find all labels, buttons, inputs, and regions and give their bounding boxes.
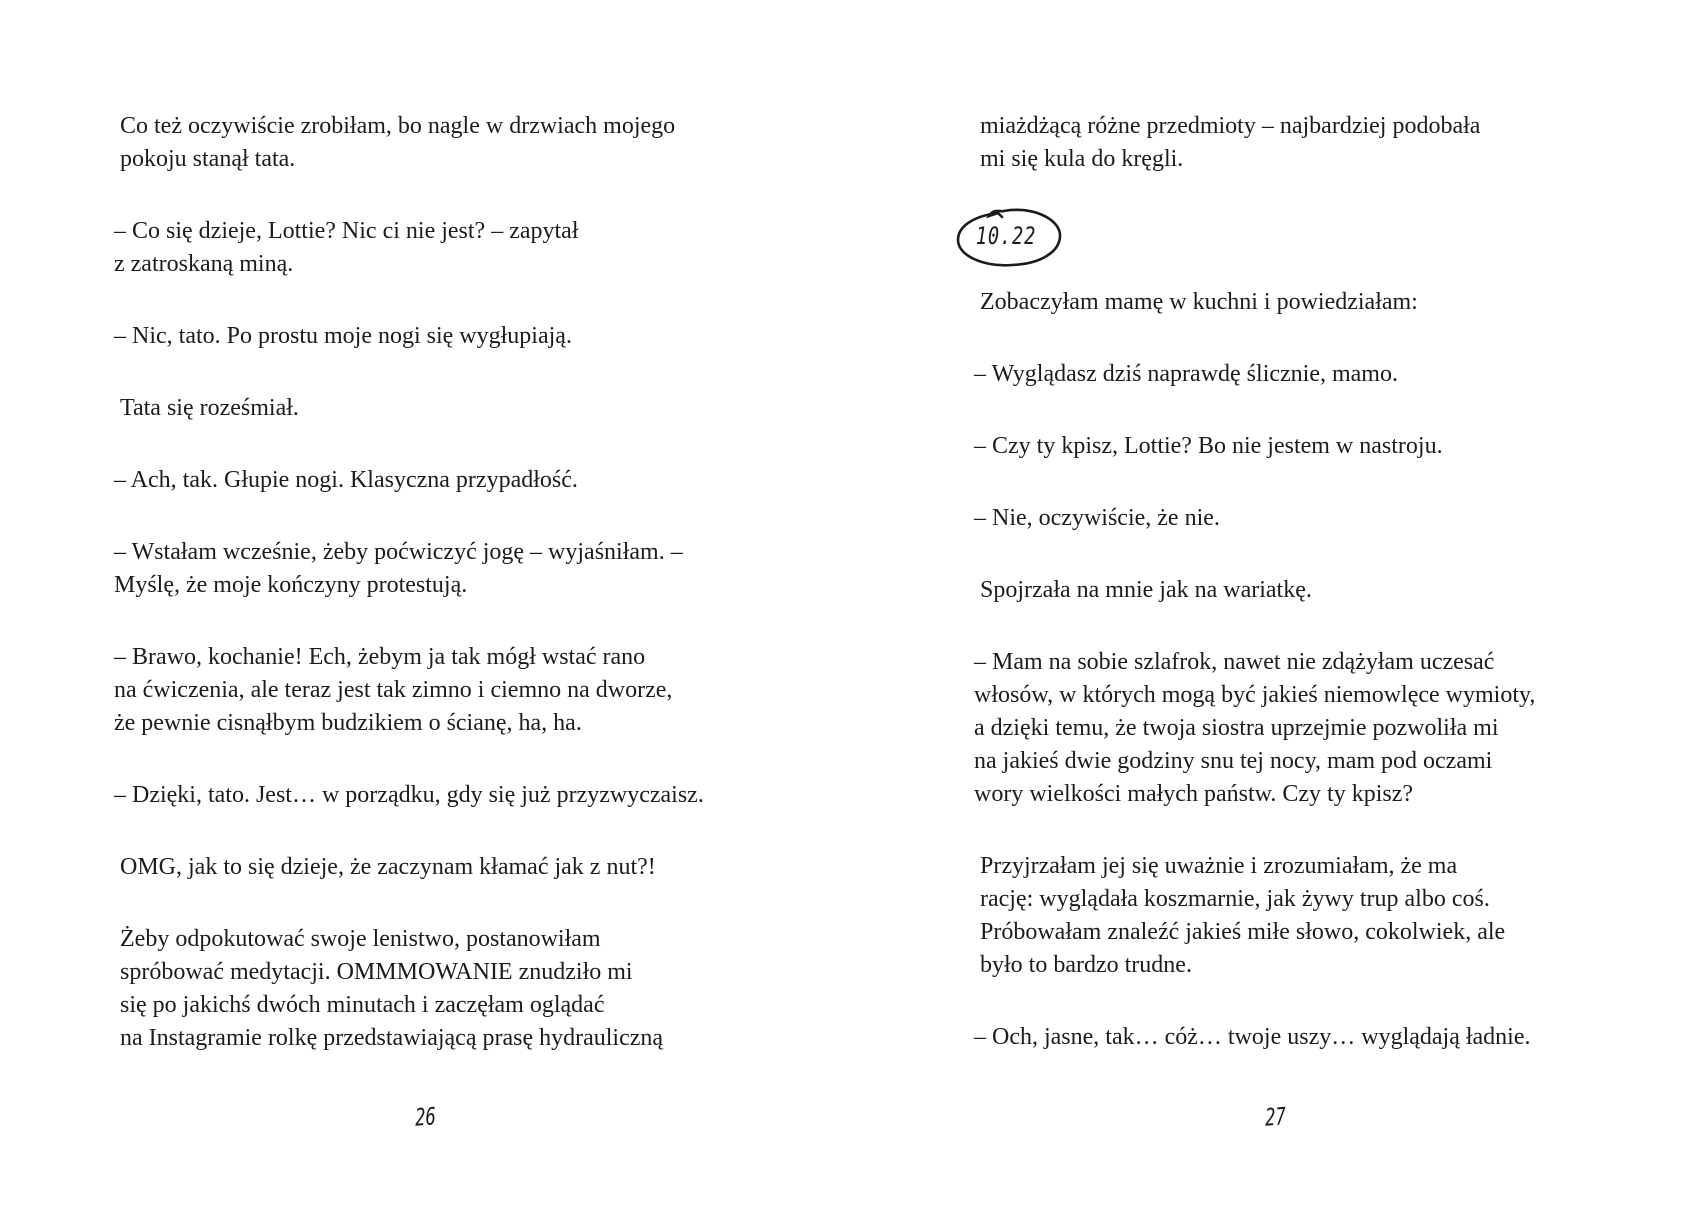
page-number-left-value: 26 [414,1102,436,1132]
text-line: rację: wyglądała koszmarnie, jak żywy trup albo coś. [980,886,1490,912]
text-line: na Instagramie rolkę przedstawiającą prasę hydrauliczną [120,1025,664,1051]
text-line: włosów, w których mogą być jakieś niemowlęce wymioty, [974,682,1536,708]
page-right-text-block [974,110,1565,1093]
dialogue-paragraph [114,641,705,740]
text-line: wory wielkości małych państw. Czy ty kpisz? [974,781,1414,807]
narrative-paragraph [980,110,1565,176]
text-line: na jakieś dwie godziny snu tej nocy, mam pod oczami [974,748,1493,774]
text-line: miażdżącą różne przedmioty – najbardziej podobała [980,113,1481,139]
text-line: – Ach, tak. Głupie nogi. Klasyczna przypadłość. [114,467,578,493]
narrative-paragraph [980,850,1565,982]
text-line: Myślę, że moje kończyny protestują. [114,572,468,598]
text-line: było to bardzo trudne. [980,952,1192,978]
narrative-paragraph [120,392,705,425]
text-line: – Nic, tato. Po prostu moje nogi się wygłupiają. [114,323,572,349]
text-line: – Mam na sobie szlafrok, nawet nie zdążyłam uczesać [974,649,1495,675]
text-line: mi się kula do kręgli. [980,146,1184,172]
text-line: Przyjrzałam jej się uważnie i zrozumiałam, że ma [980,853,1458,879]
page-number-right-value: 27 [1264,1102,1287,1132]
text-line: Zobaczyłam mamę w kuchni i powiedziałam: [980,289,1418,315]
text-line: Żeby odpokutować swoje lenistwo, postanowiłam [120,926,601,952]
text-line: spróbować medytacji. OMMMOWANIE znudziło mi [120,959,633,985]
text-line: OMG, jak to się dzieje, że zaczynam kłamać jak z nut?! [120,854,656,880]
text-line: – Wyglądasz dziś naprawdę ślicznie, mamo. [974,361,1398,387]
narrative-paragraph [980,286,1565,319]
text-line: się po jakichś dwóch minutach i zaczęłam oglądać [120,992,605,1018]
dialogue-paragraph [974,1021,1565,1054]
text-line: Tata się roześmiał. [120,395,299,421]
narrative-paragraph [980,574,1565,607]
text-line: – Czy ty kpisz, Lottie? Bo nie jestem w nastroju. [974,433,1443,459]
dialogue-paragraph [114,536,705,602]
text-line: pokoju stanął tata. [120,146,296,172]
narrative-paragraph [120,110,705,176]
text-line: z zatroskaną miną. [114,251,294,277]
text-line: – Wstałam wcześnie, żeby poćwiczyć jogę – wyjaśniłam. – [114,539,683,565]
text-line: Spojrzała na mnie jak na wariatkę. [980,577,1312,603]
text-line: Co też oczywiście zrobiłam, bo nagle w drzwiach mojego [120,113,676,139]
narrative-paragraph [120,851,705,884]
text-line: – Nie, oczywiście, że nie. [974,505,1220,531]
dialogue-paragraph [114,779,705,812]
text-line: – Dzięki, tato. Jest… w porządku, gdy się już przyzwyczaisz. [114,782,704,808]
dialogue-paragraph [114,464,705,497]
handwritten-time-text: 10.22 [975,222,1037,250]
text-line: – Brawo, kochanie! Ech, żebym ja tak mógł wstać rano [114,644,646,670]
text-line: a dzięki temu, że twoja siostra uprzejmie pozwoliła mi [974,715,1499,741]
text-line: że pewnie cisnąłbym budzikiem o ścianę, ha, ha. [114,710,582,736]
handwritten-time-circle [952,203,1066,269]
page-number-left [0,1103,850,1131]
text-line: – Co się dzieje, Lottie? Nic ci nie jest? – zapytał [114,218,579,244]
text-line: – Och, jasne, tak… cóż… twoje uszy… wyglądają ładnie. [974,1024,1531,1050]
dialogue-paragraph [974,646,1565,811]
dialogue-paragraph [974,430,1565,463]
dialogue-paragraph [114,320,705,353]
text-line: na ćwiczenia, ale teraz jest tak zimno i ciemno na dworze, [114,677,673,703]
page-left-text-block [114,110,705,1094]
text-line: Próbowałam znaleźć jakieś miłe słowo, cokolwiek, ale [980,919,1506,945]
dialogue-paragraph [974,358,1565,391]
narrative-paragraph [120,923,705,1055]
page-number-right [850,1103,1701,1131]
dialogue-paragraph [114,215,705,281]
dialogue-paragraph [974,502,1565,535]
